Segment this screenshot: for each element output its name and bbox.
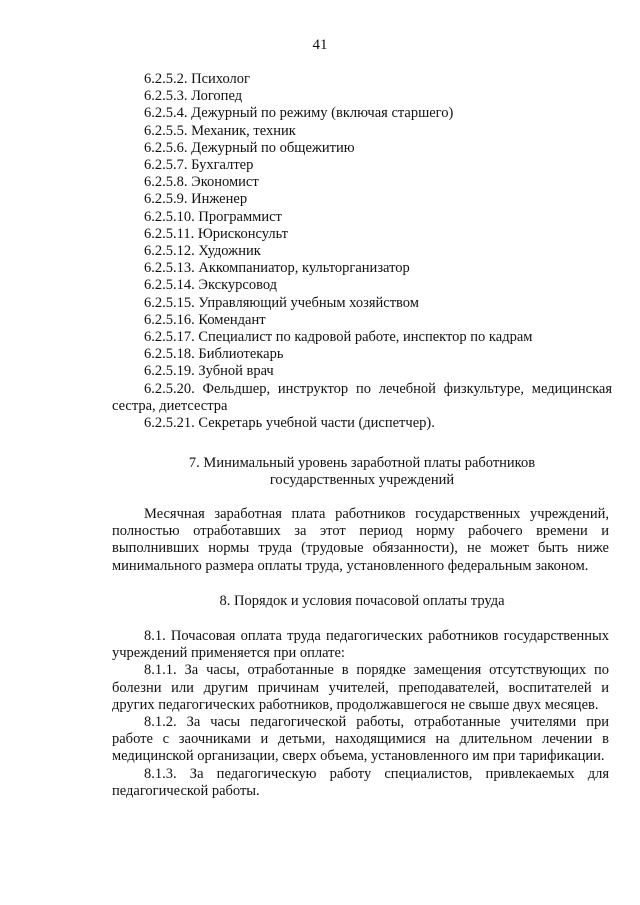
section-7-heading [112, 455, 612, 489]
section-7-paragraph: Месячная заработная плата работников государственных учреждений, полностью отработавших за этот период норму рабочего времени и выполнивших нормы труда (трудовые обязанности), не может быть ниже минимального размера оплаты труда, установленного федеральным законом. [112, 506, 609, 574]
section-7-heading-line2: государственных учреждений [269, 472, 455, 489]
page-number: 41 [312, 37, 328, 53]
list-item: 6.2.5.15. Управляющий учебным хозяйством [144, 294, 419, 311]
position-list [112, 71, 612, 432]
list-item: 6.2.5.9. Инженер [144, 191, 248, 208]
section-8-1-2-paragraph: 8.1.2. За часы педагогической работы, отработанные учителями при работе с заочниками и детьми, находящимися на длительном лечении в медицинской организации, сверх объема, установленного им при тарификации. [112, 714, 609, 765]
list-item: 6.2.5.20. Фельдшер, инструктор по лечебной физкультуре, медицинская сестра, диетсестра [112, 380, 612, 414]
section-7-heading-line1: 7. Минимальный уровень заработной платы работников [188, 455, 536, 471]
list-item: 6.2.5.2. Психолог [144, 71, 250, 87]
list-item: 6.2.5.7. Бухгалтер [144, 157, 254, 174]
list-item: 6.2.5.17. Специалист по кадровой работе, инспектор по кадрам [144, 329, 533, 346]
section-8-1-paragraph: 8.1. Почасовая оплата труда педагогических работников государственных учреждений применяется при оплате: [112, 628, 609, 662]
section-8-body [112, 628, 609, 800]
list-item: 6.2.5.10. Программист [144, 208, 282, 225]
list-item: 6.2.5.3. Логопед [144, 88, 243, 105]
list-item: 6.2.5.21. Секретарь учебной части (диспетчер). [144, 415, 435, 432]
list-item: 6.2.5.19. Зубной врач [144, 363, 274, 380]
list-item: 6.2.5.14. Экскурсовод [144, 277, 278, 294]
section-8-1-1-paragraph: 8.1.1. За часы, отработанные в порядке замещения отсутствующих по болезни или другим причинам учителей, преподавателей, воспитателей и других педагогических работников, продолжавшегося не свыше двух месяцев. [112, 662, 609, 713]
section-8-1-3-paragraph: 8.1.3. За педагогическую работу специалистов, привлекаемых для педагогической работы. [112, 765, 609, 799]
list-item: 6.2.5.13. Аккомпаниатор, культорганизатор [144, 260, 410, 277]
list-item: 6.2.5.8. Экономист [144, 174, 259, 191]
section-8-heading: 8. Порядок и условия почасовой оплаты труда [219, 593, 505, 609]
list-item: 6.2.5.16. Комендант [144, 311, 266, 328]
list-item: 6.2.5.5. Механик, техник [144, 122, 296, 139]
list-item: 6.2.5.12. Художник [144, 243, 261, 260]
list-item: 6.2.5.18. Библиотекарь [144, 346, 284, 363]
list-item: 6.2.5.4. Дежурный по режиму (включая старшего) [144, 105, 454, 122]
list-item: 6.2.5.11. Юрисконсульт [144, 225, 288, 242]
list-item: 6.2.5.6. Дежурный по общежитию [144, 139, 355, 156]
